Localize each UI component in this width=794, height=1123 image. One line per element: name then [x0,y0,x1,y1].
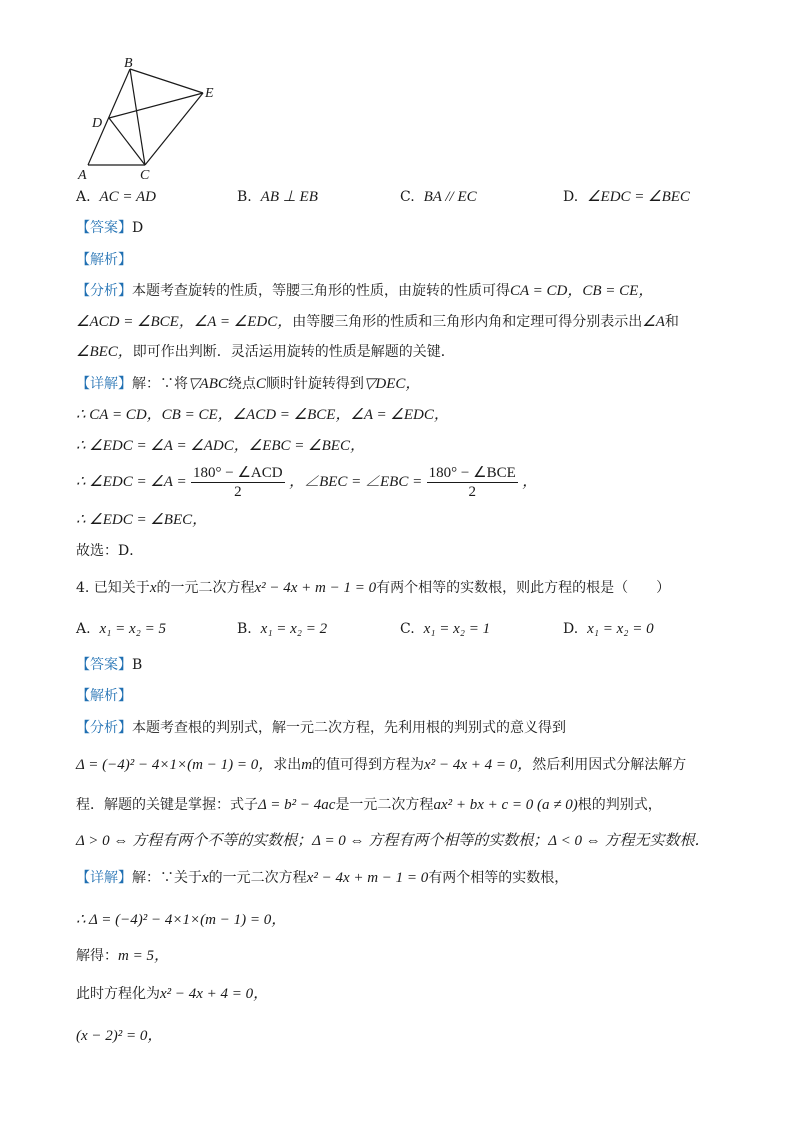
q3-option-d: D. ∠EDC = ∠BEC [563,189,690,205]
q4-xiangjie-line-3: 解得：m = 5， [76,948,169,964]
q3-option-b: B. AB ⊥ EB [237,189,318,205]
label-a: A [78,168,87,183]
q3-xiangjie-line-5: ∴ ∠EDC = ∠BEC， [76,512,208,528]
fraction-2: $\frac{\text{180° − ∠BCE}}{2}$ [428,464,516,500]
segment-be [130,69,203,93]
q4-xiangjie-line-2: ∴ Δ = (−4)² − 4×1×(m − 1) = 0， [76,912,287,928]
q3-fenxi-line-1: 【分析】本题考查旋转的性质，等腰三角形的性质，由旋转的性质可得CA = CD，CB = CE， [76,283,654,299]
label-c: C [140,168,150,183]
q4-xiangjie-line-4: 此时方程化为x² − 4x + 4 = 0， [76,986,269,1002]
q4-fenxi-line-4: Δ > 0 ⇔ 方程有两个不等的实数根；Δ = 0 ⇔ 方程有两个相等的实数根；Δ < 0 ⇔ 方程无实数根． [76,833,710,849]
q4-fenxi-line-2: Δ = (−4)² − 4×1×(m − 1) = 0，求出m的值可得到方程为x² − 4x + 4 = 0，然后利用因式分解法解方 [76,757,687,773]
q3-option-c: C. BA // EC [400,189,477,205]
q4-option-d: D. x₁ = x₂ = 0 [563,621,654,637]
q4-option-b: B. x₁ = x₂ = 2 [237,621,328,637]
q4-xiangjie-line-1: 【详解】解：∵关于x的一元二次方程x² − 4x + m − 1 = 0有两个相等的实数根， [76,870,569,886]
q4-stem: 4. 已知关于x的一元二次方程x² − 4x + m − 1 = 0有两个相等的实数根，则此方程的根是（ ） [76,580,671,596]
fraction-1: $\frac{\text{180° − ∠ACD}}{2}$ [193,464,283,500]
q3-xiangjie-line-4: ∴ ∠EDC = ∠A = $\frac{\text{180° − ∠ACD}}{2}$ ，∠BEC = ∠EBC = $\frac{\text{180° − ∠BCE}}{2}$ ， [76,464,538,500]
segment-dc [109,118,145,165]
q3-answer: 【答案】D [76,220,144,236]
q3-xiangjie-line-3: ∴ ∠EDC = ∠A = ∠ADC，∠EBC = ∠BEC， [76,438,365,454]
q4-option-c: C. x₁ = x₂ = 1 [400,621,491,637]
q3-xiangjie-line-6: 故选：D． [76,543,144,559]
q3-xiangjie-line-2: ∴ CA = CD，CB = CE，∠ACD = ∠BCE，∠A = ∠EDC， [76,407,449,423]
q4-fenxi-line-1: 【分析】本题考查根的判别式，解一元二次方程，先利用根的判别式的意义得到 [76,720,566,736]
q3-fenxi-line-2: ∠ACD = ∠BCE，∠A = ∠EDC，由等腰三角形的性质和三角形内角和定理可得分别表示出∠A和 [76,314,679,330]
q4-option-a: A. x₁ = x₂ = 5 [76,621,166,637]
segment-ec [145,93,203,165]
label-e: E [205,86,214,101]
q3-analysis-heading: 【解析】 [76,252,132,268]
q3-fenxi-line-3: ∠BEC，即可作出判断．灵活运用旋转的性质是解题的关键． [76,344,455,360]
label-d: D [92,116,103,131]
q4-fenxi-line-3: 程．解题的关键是掌握：式子Δ = b² − 4ac是一元二次方程ax² + bx + c = 0 (a ≠ 0)根的判别式， [76,797,662,813]
q4-xiangjie-line-5: (x − 2)² = 0， [76,1028,163,1044]
segment-de [109,93,203,118]
q3-xiangjie-line-1: 【详解】解：∵将▽ABC绕点C顺时针旋转得到▽DEC， [76,376,421,392]
q3-option-a: A. AC = AD [76,189,156,205]
q4-analysis-heading: 【解析】 [76,688,132,704]
geometry-figure [70,55,250,185]
label-b: B [124,56,133,71]
segment-bc [130,69,145,165]
q4-answer: 【答案】B [76,657,143,673]
